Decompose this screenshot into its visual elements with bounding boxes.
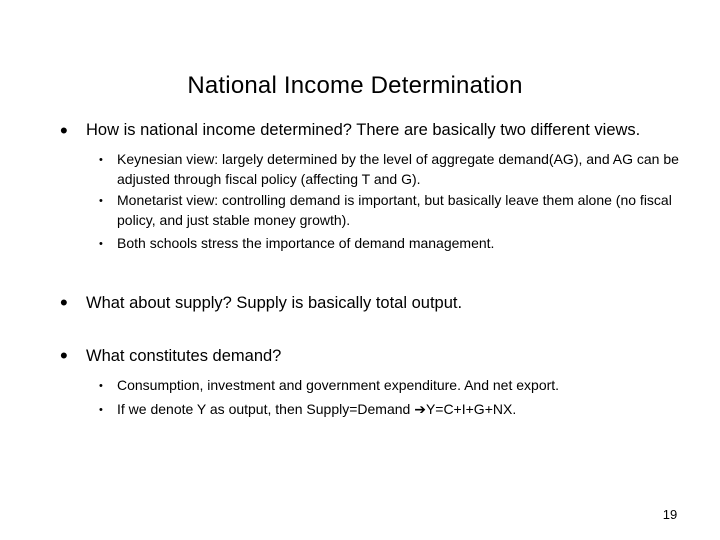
sub-bullet-1-3: • xyxy=(99,238,103,250)
slide-title: National Income Determination xyxy=(187,72,523,99)
page-number: 19 xyxy=(662,507,678,522)
point-3-text: What constitutes demand? xyxy=(86,347,282,365)
bullet-1: • xyxy=(60,118,68,143)
subpoint-3-1: Consumption, investment and government expenditure. And net export. xyxy=(117,377,560,393)
sub-bullet-3-2: • xyxy=(99,404,103,416)
bullet-3: • xyxy=(60,343,68,368)
point-2-text: What about supply? Supply is basically total output. xyxy=(86,294,463,312)
subpoint-1-3: Both schools stress the importance of demand management. xyxy=(117,235,495,251)
subpoint-3-2 xyxy=(117,399,697,419)
right-arrow-icon: ➔ xyxy=(414,401,426,417)
sub-bullet-1-1: • xyxy=(99,154,103,166)
sub-bullet-1-2: • xyxy=(99,195,103,207)
point-1-text: How is national income determined? There are basically two different views. xyxy=(86,121,641,139)
subpoint-3-2-after: Y=C+I+G+NX. xyxy=(425,401,517,417)
subpoint-3-2-before: If we denote Y as output, then Supply=Demand xyxy=(117,401,415,417)
subpoint-1-1: Keynesian view: largely determined by the level of aggregate demand(AG), and AG can be adjusted through fiscal policy (affecting T and G). xyxy=(117,151,679,187)
subpoint-1-2: Monetarist view: controlling demand is important, but basically leave them alone (no fiscal policy, and just stable money growth). xyxy=(117,192,672,228)
sub-bullet-3-1: • xyxy=(99,380,103,392)
bullet-2: • xyxy=(60,290,68,315)
